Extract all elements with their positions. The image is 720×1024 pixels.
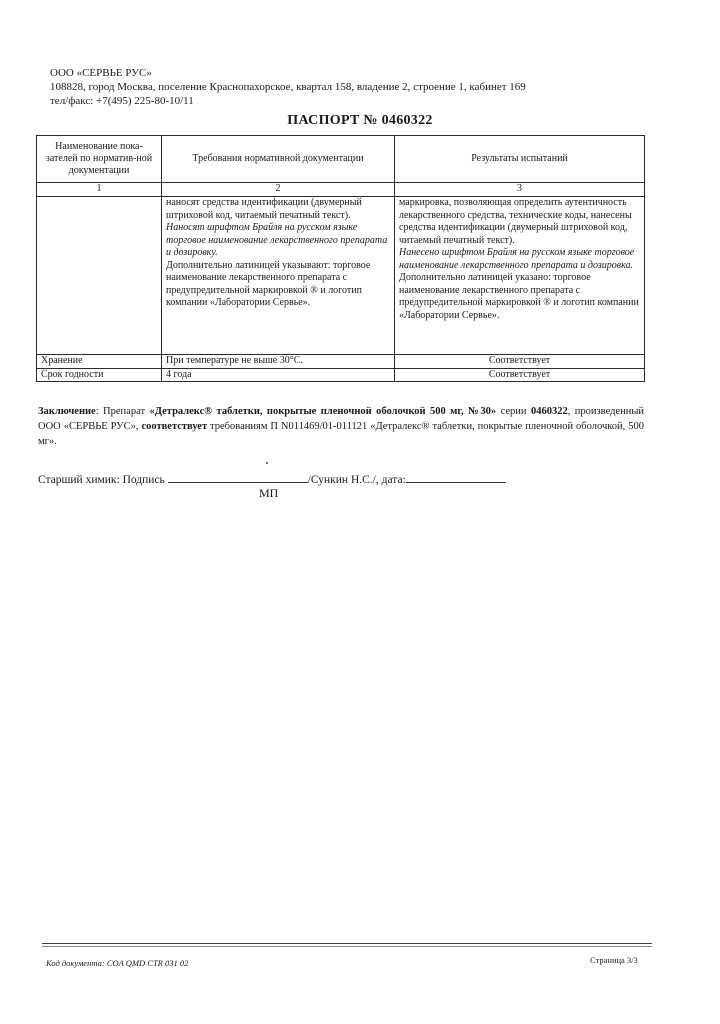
- page-number: Страница 3/3: [590, 955, 638, 965]
- column-header-indicator: Наименование пока-зателей по норматив-ной документации: [37, 136, 162, 183]
- date-field: [406, 472, 506, 483]
- requirement-latin-text: Дополнительно латиницей указывают: торговое наименование лекарственного препарата с предупредительной маркировкой ® и логотип компании «Лаборатории Сервье».: [166, 259, 371, 308]
- conclusion-text: серии: [496, 406, 531, 417]
- indicator-name: Срок годности: [37, 368, 162, 382]
- ink-dot: [266, 462, 268, 464]
- requirement-value: 4 года: [162, 368, 395, 382]
- conclusion: [38, 404, 644, 449]
- stamp-placeholder: МП: [259, 486, 279, 500]
- company-address: 108828, город Москва, поселение Краснопахорское, квартал 158, владение 2, строение 1, кабинет 169: [50, 81, 526, 93]
- requirement-text: наносят средства идентификации (двумерный штриховой код, читаемый печатный текст).: [166, 197, 362, 221]
- signature-field: [168, 472, 308, 483]
- table-row-storage: [37, 355, 645, 369]
- footer-divider: [42, 943, 652, 944]
- requirement-value: При температуре не выше 30°С.: [162, 355, 395, 369]
- requirement-cell: [162, 197, 395, 355]
- column-number: 1: [37, 183, 162, 197]
- table-row-shelf-life: [37, 368, 645, 382]
- result-value: Соответствует: [395, 368, 645, 382]
- result-cell: [395, 197, 645, 355]
- result-latin-text: Дополнительно латиницей указано: торговое наименование лекарственного препарата с предупредительной маркировкой ® и логотип компании «Лаборатории Сервье».: [399, 272, 639, 321]
- conclusion-text: требованиям П N011469/01-011121 «Детралекс® таблетки, покрытые пленочной оболочкой, 500 мг».: [38, 421, 644, 447]
- company-name: ООО «СЕРВЬЕ РУС»: [50, 67, 152, 79]
- document-code: Код документа: COA QMD CTR 031 02: [46, 958, 189, 968]
- result-value: Соответствует: [395, 355, 645, 369]
- signatory-name: /Сункин Н.С./,: [307, 474, 379, 486]
- page-title: ПАСПОРТ № 0460322: [287, 113, 433, 128]
- requirement-braille-text: Наносят шрифтом Брайля на русском языке торговое наименование лекарственного препарата и дозировку.: [166, 222, 388, 258]
- passport-table: [36, 135, 645, 382]
- indicator-name: Хранение: [37, 355, 162, 369]
- table-row-marking: [37, 197, 645, 355]
- column-number: 3: [395, 183, 645, 197]
- date-label: дата:: [381, 474, 406, 486]
- result-braille-text: Нанесено шрифтом Брайля на русском языке торговое наименование лекарственного препарата и дозировка.: [399, 247, 635, 271]
- signature-label: Старший химик: Подпись: [38, 474, 165, 486]
- indicator-cell-empty: [37, 197, 162, 355]
- conclusion-text: , произведенный ООО «СЕРВЬЕ РУС»,: [38, 406, 645, 432]
- conclusion-text: : Препарат: [95, 406, 150, 417]
- footer-divider: [42, 946, 652, 947]
- result-text: маркировка, позволяющая определить аутентичность лекарственного средства, технические коды, нанесены средства идентификации (двумерный штриховой код, читаемый печатный текст).: [399, 197, 632, 246]
- conclusion-batch: 0460322: [530, 406, 568, 417]
- conclusion-product: «Детралекс® таблетки, покрытые пленочной оболочкой 500 мг, №30»: [149, 406, 497, 417]
- column-header-results: Результаты испытаний: [395, 136, 645, 183]
- company-phone: тел/факс: +7(495) 225-80-10/11: [50, 95, 194, 107]
- column-header-requirements: Требования нормативной документации: [162, 136, 395, 183]
- column-number-row: [37, 183, 645, 197]
- table-header-row: [37, 136, 645, 183]
- conclusion-label: Заключение: [38, 406, 96, 417]
- column-number: 2: [162, 183, 395, 197]
- conclusion-complies: соответствует: [141, 421, 208, 432]
- signature-line: [38, 472, 644, 488]
